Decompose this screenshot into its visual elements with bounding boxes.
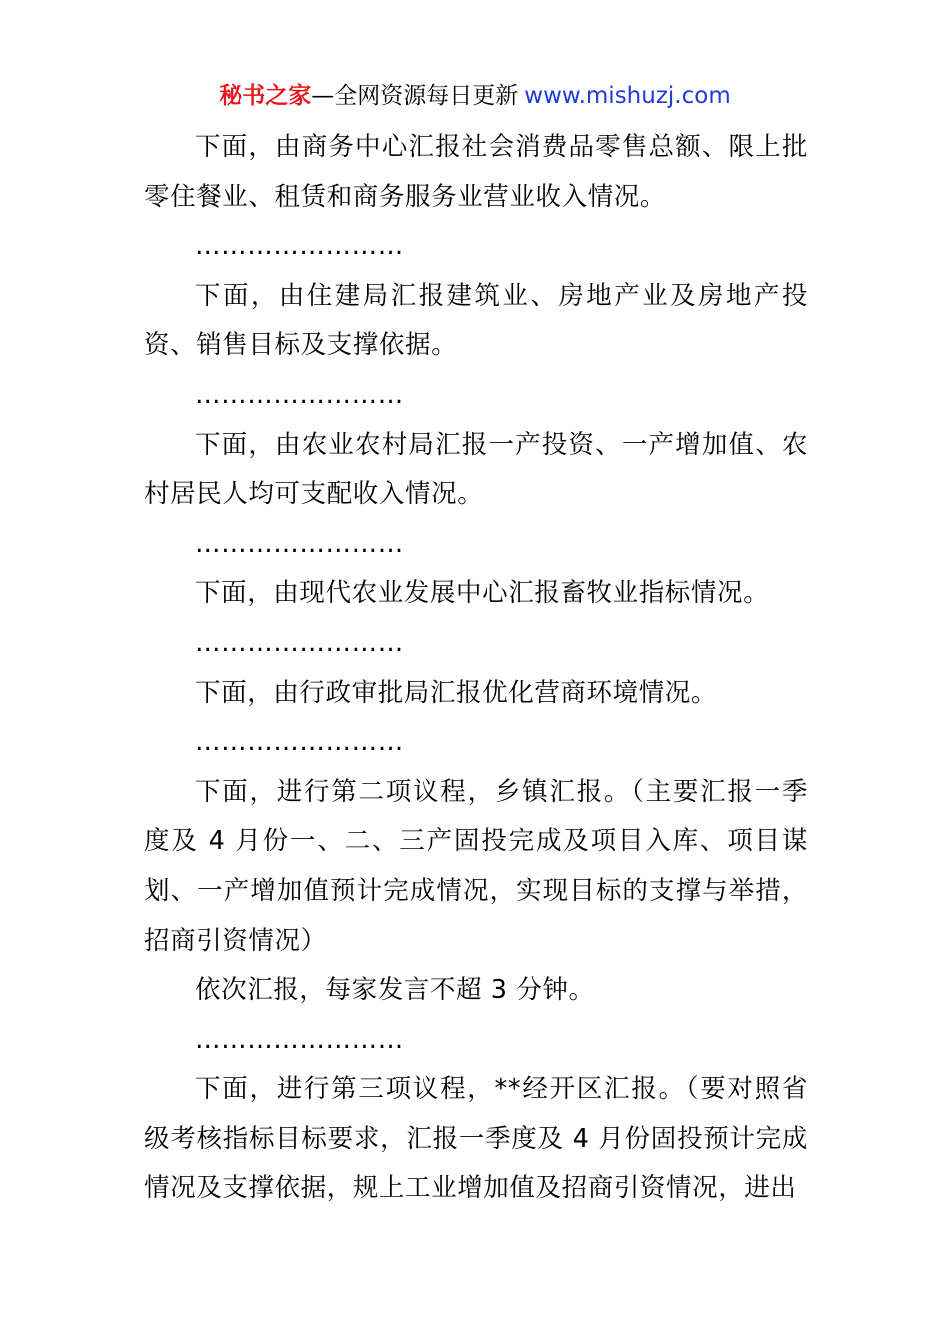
paragraph-agriculture-report: 下面，由农业农村局汇报一产投资、一产增加值、农村居民人均可支配收入情况。 <box>144 429 808 510</box>
site-brand: 秘书之家 <box>219 83 312 109</box>
document-body <box>144 123 808 1214</box>
site-url-link[interactable]: www.mishuzj.com <box>524 83 731 109</box>
paragraph-housing-report: 下面，由住建局汇报建筑业、房地产业及房地产投资、销售目标及支撑依据。 <box>144 280 808 361</box>
paragraph-commerce-report: 下面，由商务中心汇报社会消费品零售总额、限上批零住餐业、租赁和商务服务业营业收入情况。 <box>144 132 808 212</box>
paragraph-livestock-report: 下面，由现代农业发展中心汇报畜牧业指标情况。 <box>195 578 770 609</box>
ellipsis-separator: …………………… <box>195 379 404 410</box>
ellipsis-separator: …………………… <box>195 1024 404 1055</box>
site-header <box>0 80 950 112</box>
paragraph-business-environment-report: 下面，由行政审批局汇报优化营商环境情况。 <box>195 677 718 708</box>
ellipsis-separator: …………………… <box>195 231 404 262</box>
ellipsis-separator: …………………… <box>195 528 404 559</box>
site-slogan: —全网资源每日更新 <box>311 83 519 109</box>
paragraph-agenda-two-towns: 下面，进行第二项议程，乡镇汇报。（主要汇报一季度及 4 月份一、二、三产固投完成及项目入库、项目谋划、一产增加值预计完成情况，实现目标的支撑与举措，招商引资情况） <box>144 776 808 956</box>
paragraph-agenda-three-dev-zone: 下面，进行第三项议程，**经开区汇报。（要对照省级考核指标目标要求，汇报一季度及 4 月份固投预计完成情况及支撑依据，规上工业增加值及招商引资情况，进出 <box>144 1074 808 1204</box>
ellipsis-separator: …………………… <box>195 627 404 658</box>
paragraph-speaking-time: 依次汇报，每家发言不超 3 分钟。 <box>195 975 595 1006</box>
ellipsis-separator: …………………… <box>195 727 404 758</box>
